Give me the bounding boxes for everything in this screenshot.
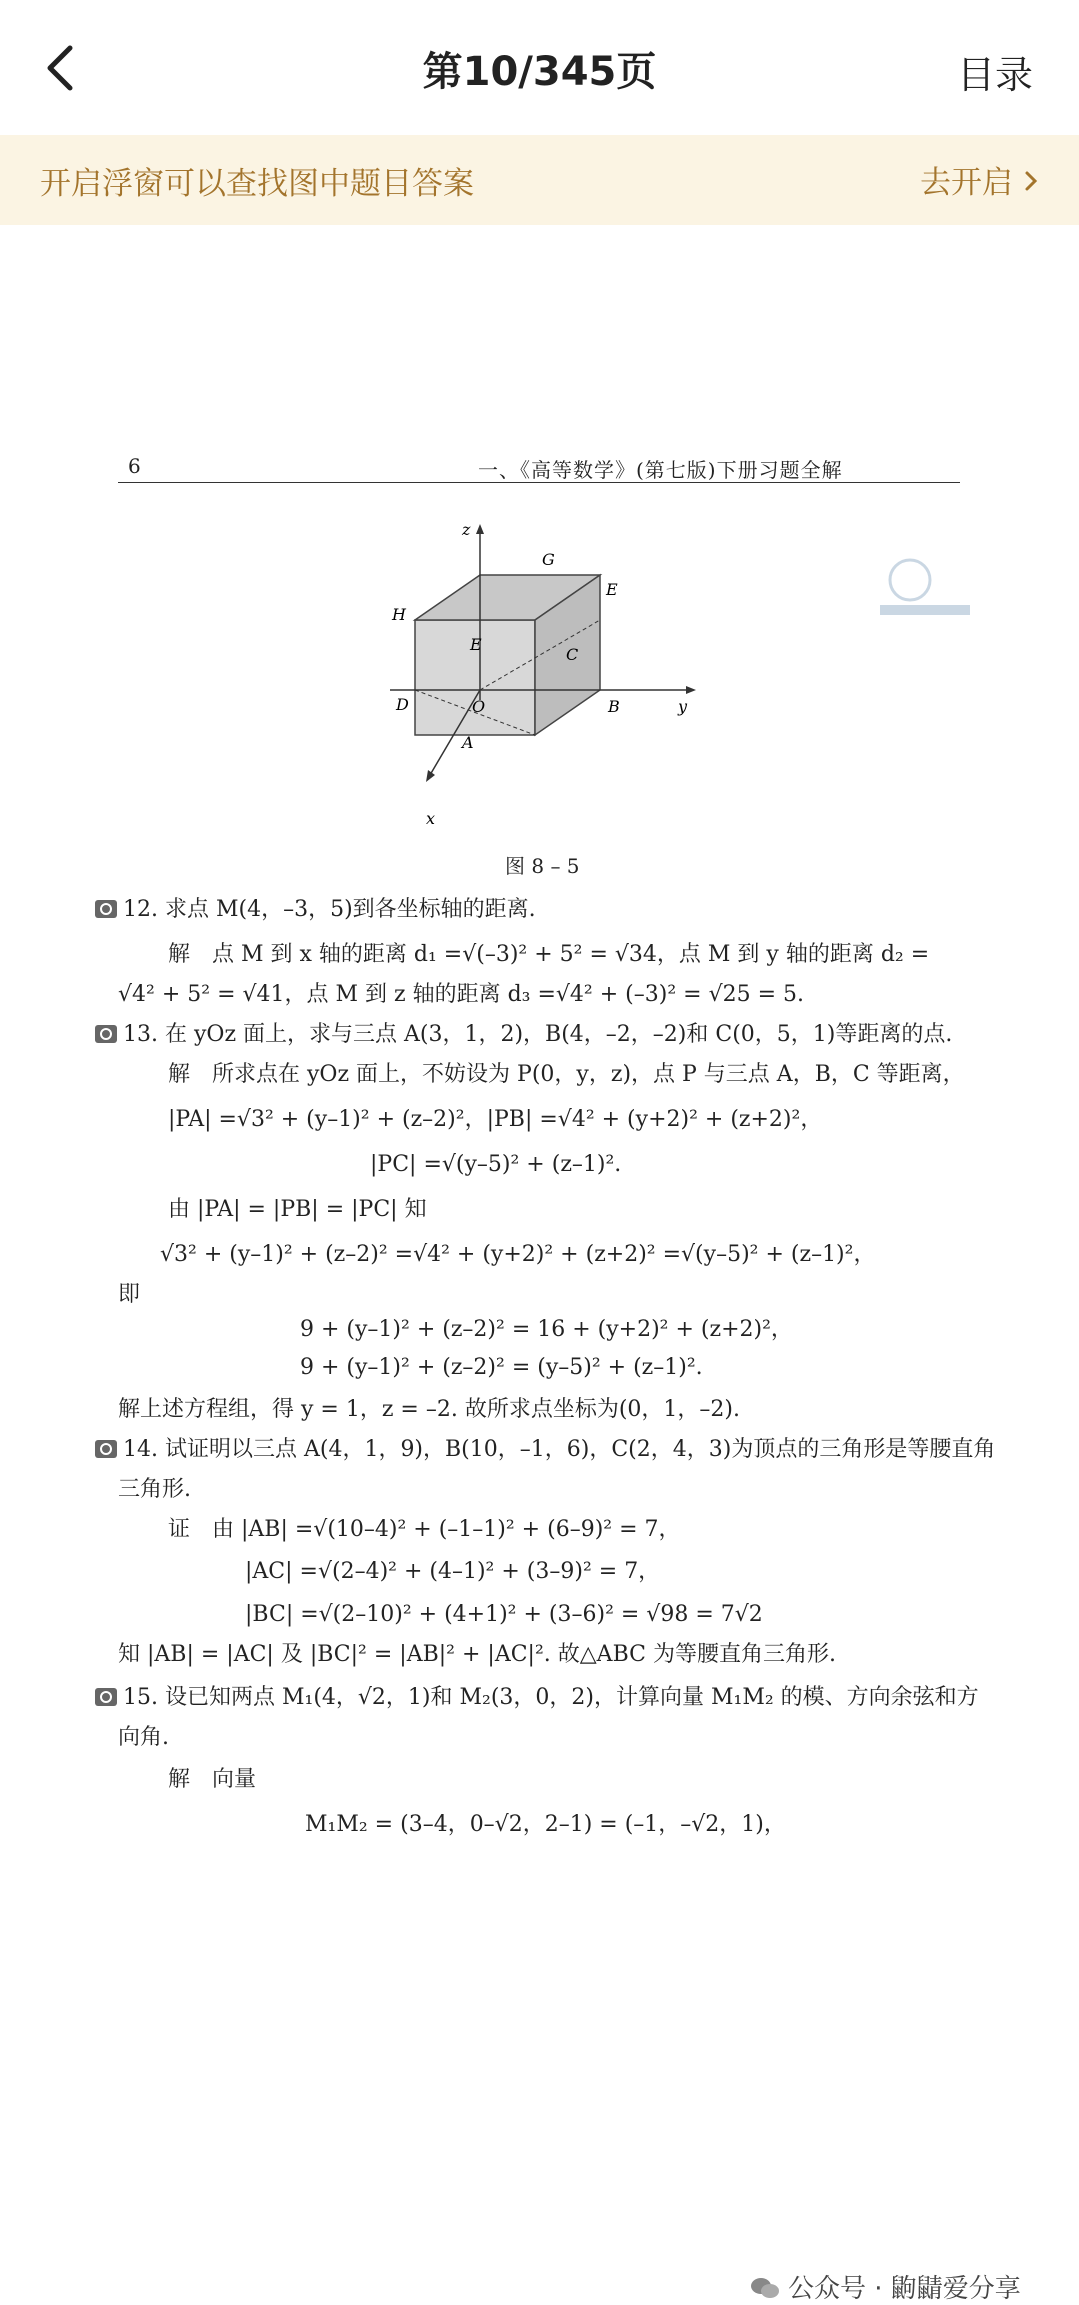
- banner-text: 开启浮窗可以查找图中题目答案: [40, 166, 474, 202]
- text-line: 解 向量: [168, 1767, 257, 1792]
- text-line: 即: [118, 1282, 141, 1307]
- text-line: 解 所求点在 yOz 面上，不妨设为 P(0，y，z)，点 P 与三点 A，B，C 等距离，: [168, 1062, 965, 1087]
- document-page: [0, 225, 1079, 2303]
- fig-label-b: B: [608, 697, 620, 716]
- exercise-13-title: 13. 在 yOz 面上，求与三点 A(3，1，2)，B(4，–2，–2)和 C(0，5，1)等距离的点.: [95, 1020, 952, 1050]
- text-line: |PA| =√3² + (y–1)² + (z–2)²，|PB| =√4² + (y+2)² + (z+2)²，: [168, 1107, 823, 1132]
- search-tag-icon: [95, 900, 117, 918]
- floating-window-banner[interactable]: [0, 135, 1079, 225]
- text-line: |BC| =√(2–10)² + (4+1)² + (3–6)² = √98 = 7√2: [245, 1602, 763, 1627]
- top-bar: [0, 0, 1079, 135]
- text-line: 证 由 |AB| =√(10–4)² + (–1–1)² + (6–9)² = 7，: [168, 1517, 681, 1542]
- text-line: 向角.: [118, 1725, 169, 1750]
- page-title: 第10/345页: [422, 49, 657, 95]
- text-line: 三角形.: [118, 1477, 191, 1502]
- fig-label-x: x: [426, 809, 436, 828]
- fig-label-y: y: [678, 697, 688, 716]
- fig-label-c: C: [566, 645, 579, 664]
- fig-label-g: G: [542, 550, 555, 569]
- footer-text: 公众号 · 鼩鼱爱分享: [788, 2274, 1021, 2304]
- enable-label: 去开启: [920, 165, 1013, 201]
- toc-button[interactable]: 目录: [956, 53, 1033, 97]
- search-tag-icon: [95, 1688, 117, 1706]
- text-line: √4² + 5² = √41，点 M 到 z 轴的距离 d₃ =√4² + (–3)² = √25 = 5.: [118, 982, 804, 1007]
- figure-8-5: [370, 520, 710, 840]
- fig-label-e2: E: [470, 635, 482, 654]
- footer-watermark: [750, 2268, 1021, 2305]
- text-line: 由 |PA| = |PB| = |PC| 知: [168, 1197, 427, 1222]
- exercise-12-title: 12. 求点 M(4，–3，5)到各坐标轴的距离.: [95, 895, 536, 925]
- running-title: 一、《高等数学》(第七版)下册习题全解: [478, 458, 843, 482]
- text-line: |PC| =√(y–5)² + (z–1)².: [370, 1152, 622, 1177]
- text-line: 解 点 M 到 x 轴的距离 d₁ =√(–3)² + 5² = √34，点 M 到 y 轴的距离 d₂ =: [168, 942, 930, 967]
- page-number: 6: [128, 454, 141, 478]
- chevron-right-icon: [1023, 165, 1039, 201]
- fig-label-a: A: [462, 733, 474, 752]
- enable-button[interactable]: [920, 157, 1039, 202]
- text-line: M₁M₂ = (3–4，0–√2，2–1) = (–1，–√2，1)，: [305, 1812, 786, 1837]
- text-line: 9 + (y–1)² + (z–2)² = (y–5)² + (z–1)².: [300, 1355, 703, 1380]
- text-line: |AC| =√(2–4)² + (4–1)² + (3–9)² = 7，: [245, 1559, 661, 1584]
- text-line: 9 + (y–1)² + (z–2)² = 16 + (y+2)² + (z+2)²，: [300, 1317, 793, 1342]
- fig-label-d: D: [396, 695, 409, 714]
- wechat-icon: [750, 2275, 780, 2301]
- exercise-15-title: 15. 设已知两点 M₁(4，√2，1)和 M₂(3，0，2)，计算向量 M₁M₂ 的模、方向余弦和方: [95, 1683, 979, 1713]
- watermark-icon: [870, 550, 980, 630]
- search-tag-icon: [95, 1025, 117, 1043]
- running-header: [118, 450, 960, 483]
- fig-label-h: H: [392, 605, 406, 624]
- fig-label-o: O: [472, 697, 486, 716]
- fig-label-z: z: [462, 520, 471, 539]
- exercise-14-title: 14. 试证明以三点 A(4，1，9)，B(10，–1，6)，C(2，4，3)为顶点的三角形是等腰直角: [95, 1435, 995, 1465]
- text-line: 知 |AB| = |AC| 及 |BC|² = |AB|² + |AC|². 故△ABC 为等腰直角三角形.: [118, 1642, 836, 1667]
- fig-label-e1: E: [606, 580, 618, 599]
- search-tag-icon: [95, 1440, 117, 1458]
- figure-caption: 图 8 – 5: [505, 854, 580, 878]
- text-line: √3² + (y–1)² + (z–2)² =√4² + (y+2)² + (z+2)² =√(y–5)² + (z–1)²，: [160, 1242, 876, 1267]
- text-line: 解上述方程组，得 y = 1，z = –2. 故所求点坐标为(0，1，–2).: [118, 1397, 740, 1422]
